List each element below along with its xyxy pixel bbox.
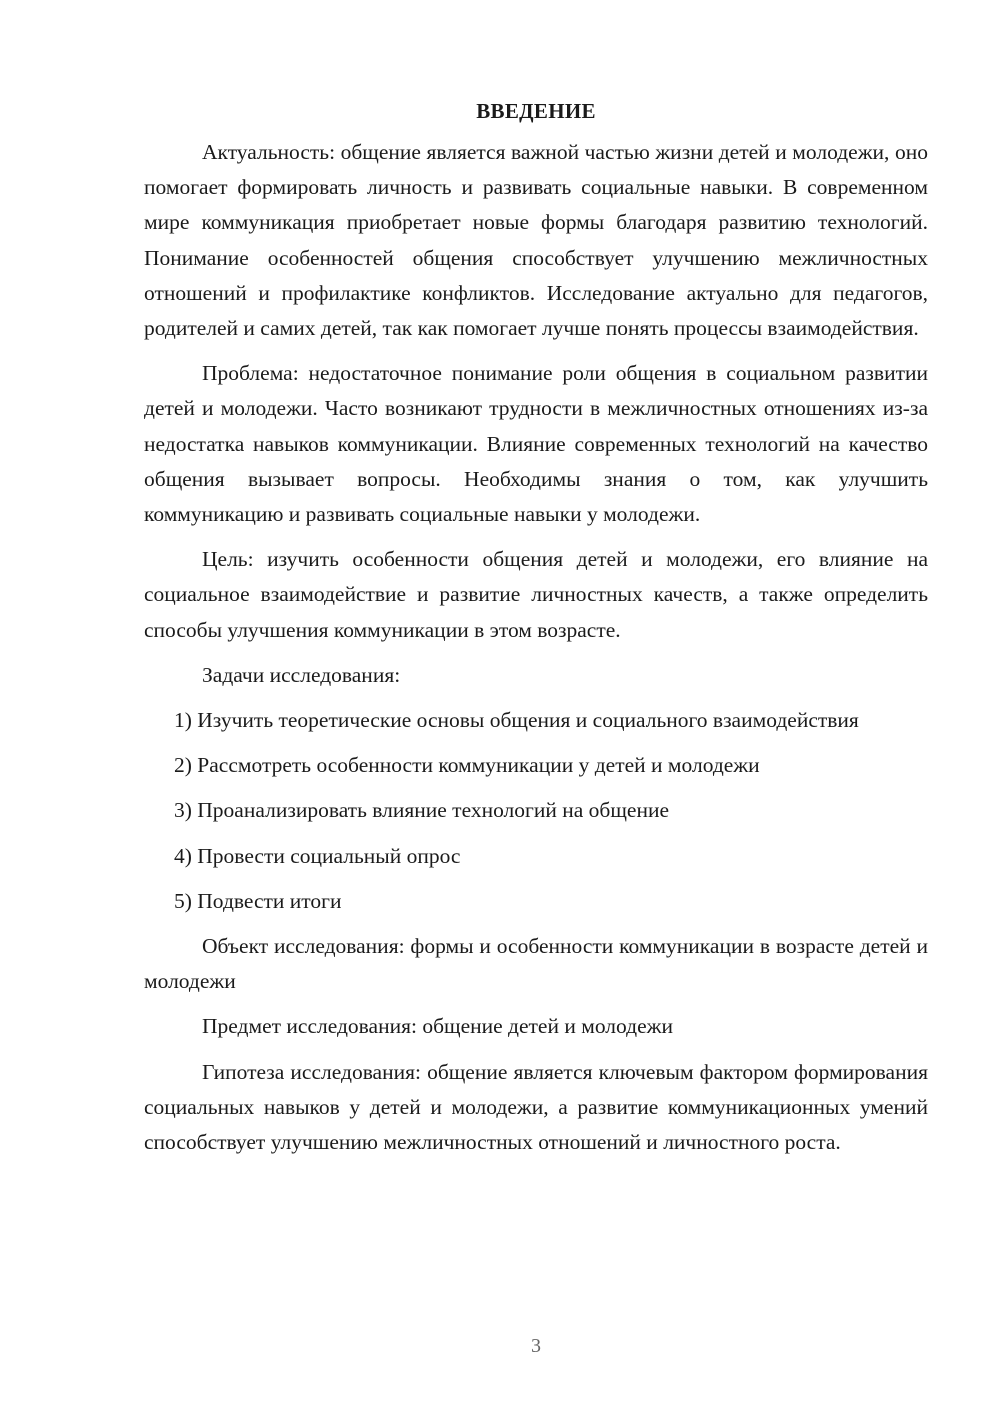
relevance-paragraph: Актуальность: общение является важной частью жизни детей и молодежи, оно помогает формировать личность и развивать социальные навыки. В современном мире коммуникация приобретает новые формы благодаря развитию технологий. Понимание особенностей общения способствует улучшению межличностных отношений и профилактике конфликтов. Исследование актуально для педагогов, родителей и самих детей, так как помогает лучше понять процессы взаимодействия. xyxy=(144,140,928,341)
tasks-title: Задачи исследования: xyxy=(202,662,401,687)
page-number: 3 xyxy=(531,1335,541,1357)
task-item: 3) Проанализировать влияние технологий на общение xyxy=(174,798,670,823)
problem-paragraph: Проблема: недостаточное понимание роли общения в социальном развитии детей и молодежи. Часто возникают трудности в межличностных отношениях из-за недостатка навыков коммуникации. Влияние современных технологий на качество общения вызывает вопросы. Необходимы знания о том, как улучшить коммуникацию и развивать социальные навыки у молодежи. xyxy=(144,361,928,527)
task-item: 4) Провести социальный опрос xyxy=(174,843,461,868)
task-item: 1) Изучить теоретические основы общения и социального взаимодействия xyxy=(174,708,859,733)
object-paragraph: Объект исследования: формы и особенности коммуникации в возрасте детей и молодежи xyxy=(144,934,928,994)
task-item: 2) Рассмотреть особенности коммуникации у детей и молодежи xyxy=(174,753,760,778)
page-title: ВВЕДЕНИЕ xyxy=(476,99,596,123)
goal-paragraph: Цель: изучить особенности общения детей и молодежи, его влияние на социальное взаимодействие и развитие личностных качеств, а также определить способы улучшения коммуникации в этом возрасте. xyxy=(144,547,928,642)
subject-paragraph: Предмет исследования: общение детей и молодежи xyxy=(202,1014,673,1039)
hypothesis-paragraph: Гипотеза исследования: общение является ключевым фактором формирования социальных навыков у детей и молодежи, а развитие коммуникационных умений способствует улучшению межличностных отношений и личностного роста. xyxy=(144,1059,928,1155)
task-item: 5) Подвести итоги xyxy=(174,888,342,913)
document-page xyxy=(144,95,928,1170)
